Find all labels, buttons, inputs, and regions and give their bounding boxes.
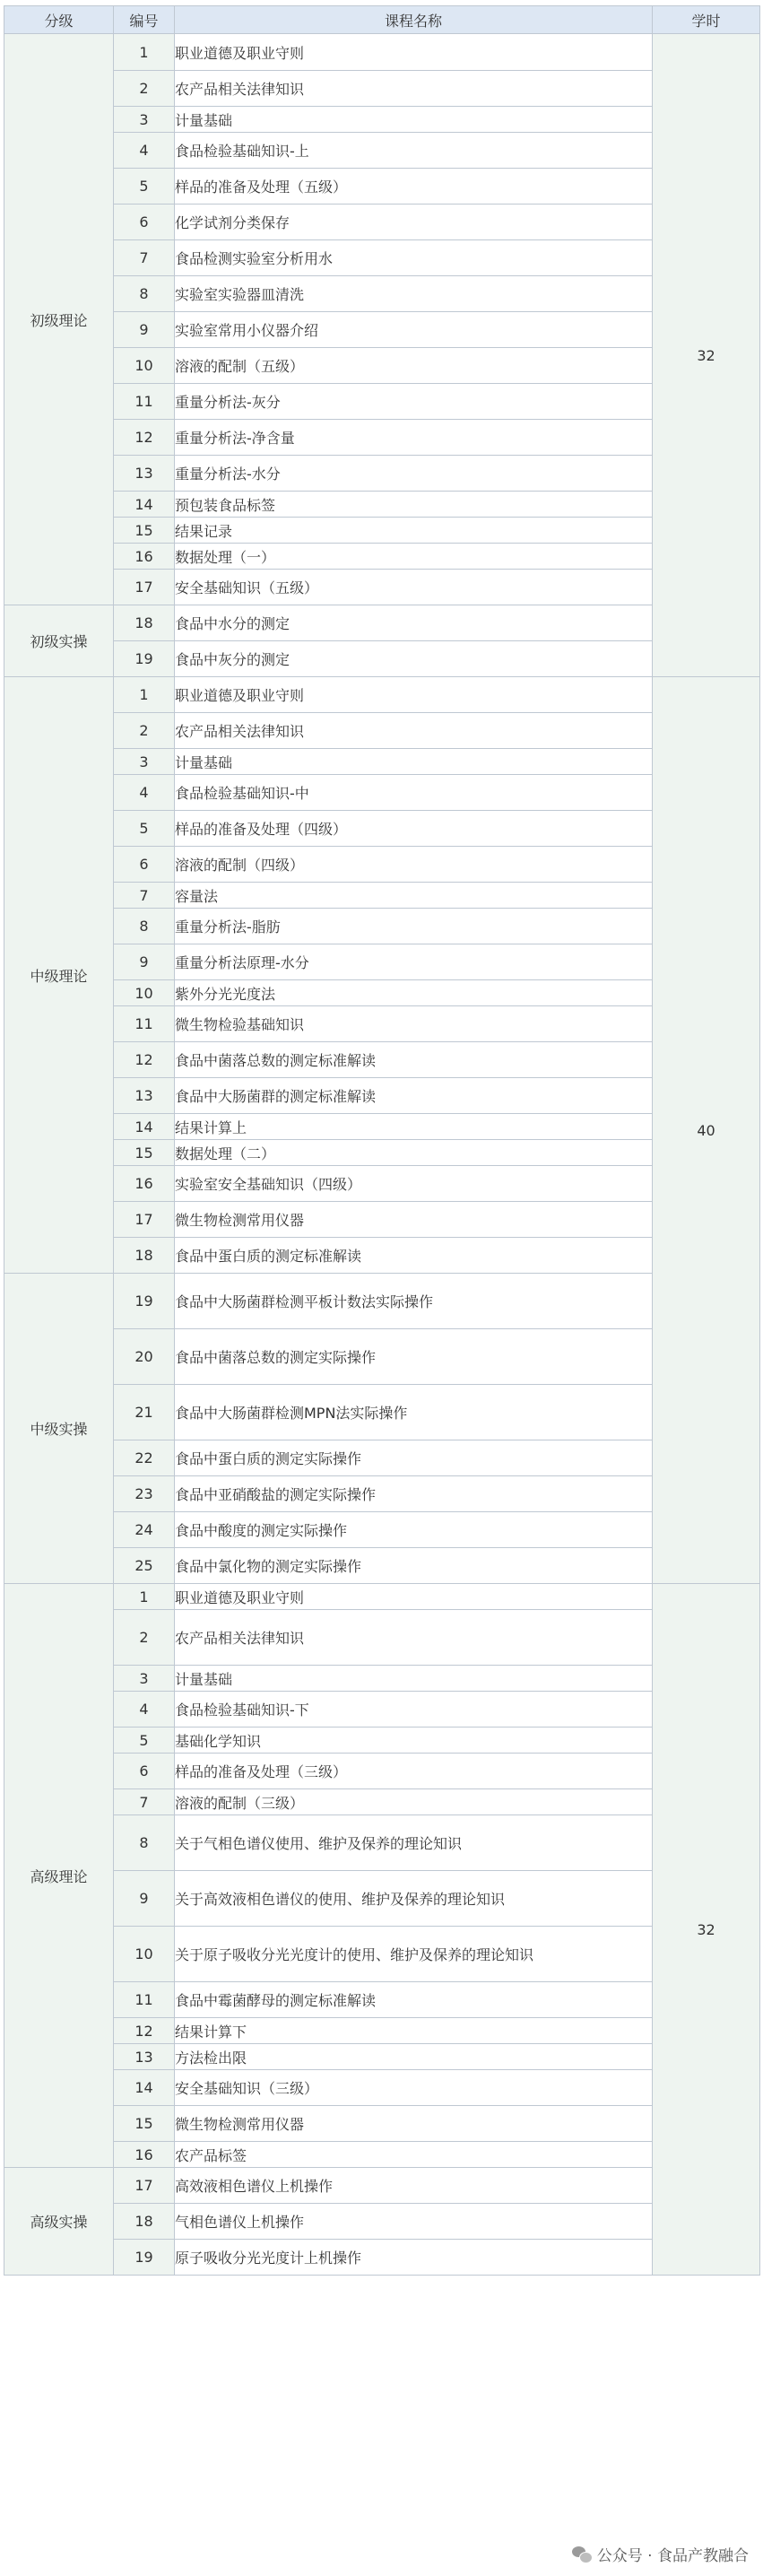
course-name: 食品中大肠菌群检测MPN法实际操作 bbox=[175, 1385, 653, 1440]
course-number: 7 bbox=[114, 240, 175, 276]
table-row bbox=[4, 1982, 760, 2018]
course-name: 样品的准备及处理（四级） bbox=[175, 811, 653, 847]
course-number: 12 bbox=[114, 420, 175, 456]
course-name: 农产品相关法律知识 bbox=[175, 713, 653, 749]
table-row bbox=[4, 1666, 760, 1692]
course-number: 12 bbox=[114, 2018, 175, 2044]
course-number: 17 bbox=[114, 570, 175, 605]
header-num: 编号 bbox=[114, 6, 175, 34]
course-number: 10 bbox=[114, 348, 175, 384]
table-row bbox=[4, 133, 760, 169]
course-name: 重量分析法-灰分 bbox=[175, 384, 653, 420]
table-row bbox=[4, 2142, 760, 2168]
course-number: 5 bbox=[114, 811, 175, 847]
course-name: 食品中水分的测定 bbox=[175, 605, 653, 641]
course-name: 关于气相色谱仪使用、维护及保养的理论知识 bbox=[175, 1815, 653, 1871]
course-number: 17 bbox=[114, 1202, 175, 1238]
course-name: 农产品标签 bbox=[175, 2142, 653, 2168]
table-row bbox=[4, 2018, 760, 2044]
course-name: 食品检测实验室分析用水 bbox=[175, 240, 653, 276]
table-row bbox=[4, 605, 760, 641]
header-name: 课程名称 bbox=[175, 6, 653, 34]
course-number: 14 bbox=[114, 492, 175, 518]
course-name: 计量基础 bbox=[175, 1666, 653, 1692]
course-number: 5 bbox=[114, 169, 175, 205]
table-row bbox=[4, 1078, 760, 1114]
course-table bbox=[4, 5, 760, 2276]
course-number: 2 bbox=[114, 71, 175, 107]
course-name: 结果记录 bbox=[175, 518, 653, 544]
course-number: 8 bbox=[114, 909, 175, 944]
course-number: 4 bbox=[114, 133, 175, 169]
table-row bbox=[4, 1042, 760, 1078]
table-row bbox=[4, 883, 760, 909]
course-name: 职业道德及职业守则 bbox=[175, 1584, 653, 1610]
course-number: 3 bbox=[114, 749, 175, 775]
table-row bbox=[4, 2168, 760, 2204]
course-name: 数据处理（一） bbox=[175, 544, 653, 570]
course-name: 基础化学知识 bbox=[175, 1727, 653, 1754]
course-name: 食品中蛋白质的测定标准解读 bbox=[175, 1238, 653, 1274]
course-number: 16 bbox=[114, 544, 175, 570]
course-name: 农产品相关法律知识 bbox=[175, 1610, 653, 1666]
course-name: 食品检验基础知识-下 bbox=[175, 1692, 653, 1727]
course-number: 18 bbox=[114, 2204, 175, 2240]
hours-cell: 40 bbox=[653, 677, 760, 1584]
header-row bbox=[4, 6, 760, 34]
table-row bbox=[4, 909, 760, 944]
course-name: 食品中蛋白质的测定实际操作 bbox=[175, 1440, 653, 1476]
table-row bbox=[4, 240, 760, 276]
course-name: 食品中菌落总数的测定标准解读 bbox=[175, 1042, 653, 1078]
table-row bbox=[4, 348, 760, 384]
course-name: 计量基础 bbox=[175, 107, 653, 133]
table-row bbox=[4, 1927, 760, 1982]
course-name: 食品中灰分的测定 bbox=[175, 641, 653, 677]
course-number: 4 bbox=[114, 1692, 175, 1727]
course-name: 关于高效液相色谱仪的使用、维护及保养的理论知识 bbox=[175, 1871, 653, 1927]
course-number: 15 bbox=[114, 2106, 175, 2142]
course-name: 数据处理（二） bbox=[175, 1140, 653, 1166]
table-row bbox=[4, 2240, 760, 2276]
course-name: 结果计算上 bbox=[175, 1114, 653, 1140]
table-row bbox=[4, 544, 760, 570]
table-row bbox=[4, 1727, 760, 1754]
course-name: 安全基础知识（三级） bbox=[175, 2070, 653, 2106]
table-row bbox=[4, 641, 760, 677]
table-row bbox=[4, 276, 760, 312]
course-number: 8 bbox=[114, 1815, 175, 1871]
course-name: 职业道德及职业守则 bbox=[175, 34, 653, 71]
course-number: 25 bbox=[114, 1548, 175, 1584]
level-cell: 中级实操 bbox=[4, 1274, 114, 1584]
table-row bbox=[4, 1692, 760, 1727]
table-row bbox=[4, 1114, 760, 1140]
course-name: 食品中亚硝酸盐的测定实际操作 bbox=[175, 1476, 653, 1512]
course-name: 农产品相关法律知识 bbox=[175, 71, 653, 107]
level-cell: 高级实操 bbox=[4, 2168, 114, 2276]
table-row bbox=[4, 456, 760, 492]
level-cell: 初级实操 bbox=[4, 605, 114, 677]
table-row bbox=[4, 944, 760, 980]
course-number: 18 bbox=[114, 1238, 175, 1274]
course-name: 样品的准备及处理（三级） bbox=[175, 1754, 653, 1789]
course-number: 5 bbox=[114, 1727, 175, 1754]
course-name: 方法检出限 bbox=[175, 2044, 653, 2070]
course-name: 微生物检验基础知识 bbox=[175, 1006, 653, 1042]
course-name: 高效液相色谱仪上机操作 bbox=[175, 2168, 653, 2204]
table-row bbox=[4, 492, 760, 518]
course-number: 23 bbox=[114, 1476, 175, 1512]
course-number: 15 bbox=[114, 518, 175, 544]
course-name: 微生物检测常用仪器 bbox=[175, 2106, 653, 2142]
course-name: 重量分析法-脂肪 bbox=[175, 909, 653, 944]
course-number: 2 bbox=[114, 1610, 175, 1666]
level-cell: 初级理论 bbox=[4, 34, 114, 605]
table-row bbox=[4, 847, 760, 883]
table-row bbox=[4, 2044, 760, 2070]
course-name: 职业道德及职业守则 bbox=[175, 677, 653, 713]
course-name: 食品中大肠菌群的测定标准解读 bbox=[175, 1078, 653, 1114]
table-row bbox=[4, 34, 760, 71]
header-level: 分级 bbox=[4, 6, 114, 34]
course-name: 溶液的配制（五级） bbox=[175, 348, 653, 384]
course-number: 1 bbox=[114, 34, 175, 71]
table-row bbox=[4, 1610, 760, 1666]
table-row bbox=[4, 2204, 760, 2240]
table-row bbox=[4, 1202, 760, 1238]
hours-cell: 32 bbox=[653, 34, 760, 677]
course-number: 11 bbox=[114, 1006, 175, 1042]
course-number: 10 bbox=[114, 1927, 175, 1982]
course-name: 微生物检测常用仪器 bbox=[175, 1202, 653, 1238]
course-number: 6 bbox=[114, 1754, 175, 1789]
course-number: 15 bbox=[114, 1140, 175, 1166]
course-number: 24 bbox=[114, 1512, 175, 1548]
course-name: 化学试剂分类保存 bbox=[175, 205, 653, 240]
table-row bbox=[4, 1140, 760, 1166]
course-number: 16 bbox=[114, 1166, 175, 1202]
table-row bbox=[4, 811, 760, 847]
hours-cell: 32 bbox=[653, 1584, 760, 2276]
course-number: 19 bbox=[114, 2240, 175, 2276]
course-name: 溶液的配制（四级） bbox=[175, 847, 653, 883]
table-row bbox=[4, 775, 760, 811]
course-name: 重量分析法原理-水分 bbox=[175, 944, 653, 980]
table-row bbox=[4, 205, 760, 240]
course-name: 食品中氯化物的测定实际操作 bbox=[175, 1548, 653, 1584]
table-row bbox=[4, 1548, 760, 1584]
course-number: 11 bbox=[114, 1982, 175, 2018]
course-name: 紫外分光光度法 bbox=[175, 980, 653, 1006]
table-body bbox=[4, 34, 760, 2276]
table-row bbox=[4, 1815, 760, 1871]
course-number: 11 bbox=[114, 384, 175, 420]
course-number: 13 bbox=[114, 2044, 175, 2070]
course-number: 7 bbox=[114, 1789, 175, 1815]
course-number: 19 bbox=[114, 641, 175, 677]
course-number: 16 bbox=[114, 2142, 175, 2168]
table-row bbox=[4, 1274, 760, 1329]
table-row bbox=[4, 518, 760, 544]
course-number: 14 bbox=[114, 2070, 175, 2106]
course-number: 9 bbox=[114, 1871, 175, 1927]
level-cell: 中级理论 bbox=[4, 677, 114, 1274]
course-name: 重量分析法-净含量 bbox=[175, 420, 653, 456]
table-row bbox=[4, 71, 760, 107]
course-name: 食品中霉菌酵母的测定标准解读 bbox=[175, 1982, 653, 2018]
course-number: 9 bbox=[114, 944, 175, 980]
course-number: 10 bbox=[114, 980, 175, 1006]
course-number: 19 bbox=[114, 1274, 175, 1329]
course-name: 预包装食品标签 bbox=[175, 492, 653, 518]
table-row bbox=[4, 2070, 760, 2106]
table-row bbox=[4, 1238, 760, 1274]
header-hours: 学时 bbox=[653, 6, 760, 34]
table-row bbox=[4, 1476, 760, 1512]
course-number: 18 bbox=[114, 605, 175, 641]
course-name: 容量法 bbox=[175, 883, 653, 909]
course-name: 样品的准备及处理（五级） bbox=[175, 169, 653, 205]
course-number: 17 bbox=[114, 2168, 175, 2204]
table-row bbox=[4, 570, 760, 605]
course-number: 3 bbox=[114, 107, 175, 133]
table-row bbox=[4, 420, 760, 456]
course-number: 7 bbox=[114, 883, 175, 909]
course-name: 食品中大肠菌群检测平板计数法实际操作 bbox=[175, 1274, 653, 1329]
course-name: 食品检验基础知识-中 bbox=[175, 775, 653, 811]
wechat-icon bbox=[572, 2546, 592, 2563]
table-row bbox=[4, 312, 760, 348]
table-row bbox=[4, 1789, 760, 1815]
table-row bbox=[4, 1871, 760, 1927]
course-number: 12 bbox=[114, 1042, 175, 1078]
course-number: 4 bbox=[114, 775, 175, 811]
course-number: 6 bbox=[114, 847, 175, 883]
table-row bbox=[4, 1385, 760, 1440]
level-cell: 高级理论 bbox=[4, 1584, 114, 2168]
course-number: 9 bbox=[114, 312, 175, 348]
course-name: 实验室安全基础知识（四级） bbox=[175, 1166, 653, 1202]
course-name: 关于原子吸收分光光度计的使用、维护及保养的理论知识 bbox=[175, 1927, 653, 1982]
course-name: 计量基础 bbox=[175, 749, 653, 775]
table-row bbox=[4, 980, 760, 1006]
table-row bbox=[4, 1440, 760, 1476]
course-number: 8 bbox=[114, 276, 175, 312]
table-row bbox=[4, 1754, 760, 1789]
course-number: 3 bbox=[114, 1666, 175, 1692]
course-number: 21 bbox=[114, 1385, 175, 1440]
table-row bbox=[4, 1329, 760, 1385]
course-name: 安全基础知识（五级） bbox=[175, 570, 653, 605]
course-name: 结果计算下 bbox=[175, 2018, 653, 2044]
table-row bbox=[4, 2106, 760, 2142]
course-name: 食品检验基础知识-上 bbox=[175, 133, 653, 169]
table-row bbox=[4, 169, 760, 205]
table-row bbox=[4, 1006, 760, 1042]
course-name: 溶液的配制（三级） bbox=[175, 1789, 653, 1815]
course-number: 1 bbox=[114, 1584, 175, 1610]
course-name: 实验室常用小仪器介绍 bbox=[175, 312, 653, 348]
watermark-text: 公众号 · 食品产教融合 bbox=[596, 2547, 749, 2565]
course-number: 20 bbox=[114, 1329, 175, 1385]
table-row bbox=[4, 713, 760, 749]
course-number: 13 bbox=[114, 1078, 175, 1114]
course-number: 2 bbox=[114, 713, 175, 749]
course-number: 6 bbox=[114, 205, 175, 240]
course-number: 14 bbox=[114, 1114, 175, 1140]
watermark bbox=[572, 2543, 749, 2565]
course-name: 实验室实验器皿清洗 bbox=[175, 276, 653, 312]
table-row bbox=[4, 107, 760, 133]
table-row bbox=[4, 1166, 760, 1202]
course-name: 重量分析法-水分 bbox=[175, 456, 653, 492]
course-number: 22 bbox=[114, 1440, 175, 1476]
course-name: 食品中酸度的测定实际操作 bbox=[175, 1512, 653, 1548]
course-name: 原子吸收分光光度计上机操作 bbox=[175, 2240, 653, 2276]
course-name: 气相色谱仪上机操作 bbox=[175, 2204, 653, 2240]
table-row bbox=[4, 677, 760, 713]
table-row bbox=[4, 749, 760, 775]
table-row bbox=[4, 1512, 760, 1548]
course-name: 食品中菌落总数的测定实际操作 bbox=[175, 1329, 653, 1385]
table-row bbox=[4, 384, 760, 420]
course-number: 13 bbox=[114, 456, 175, 492]
course-number: 1 bbox=[114, 677, 175, 713]
table-row bbox=[4, 1584, 760, 1610]
